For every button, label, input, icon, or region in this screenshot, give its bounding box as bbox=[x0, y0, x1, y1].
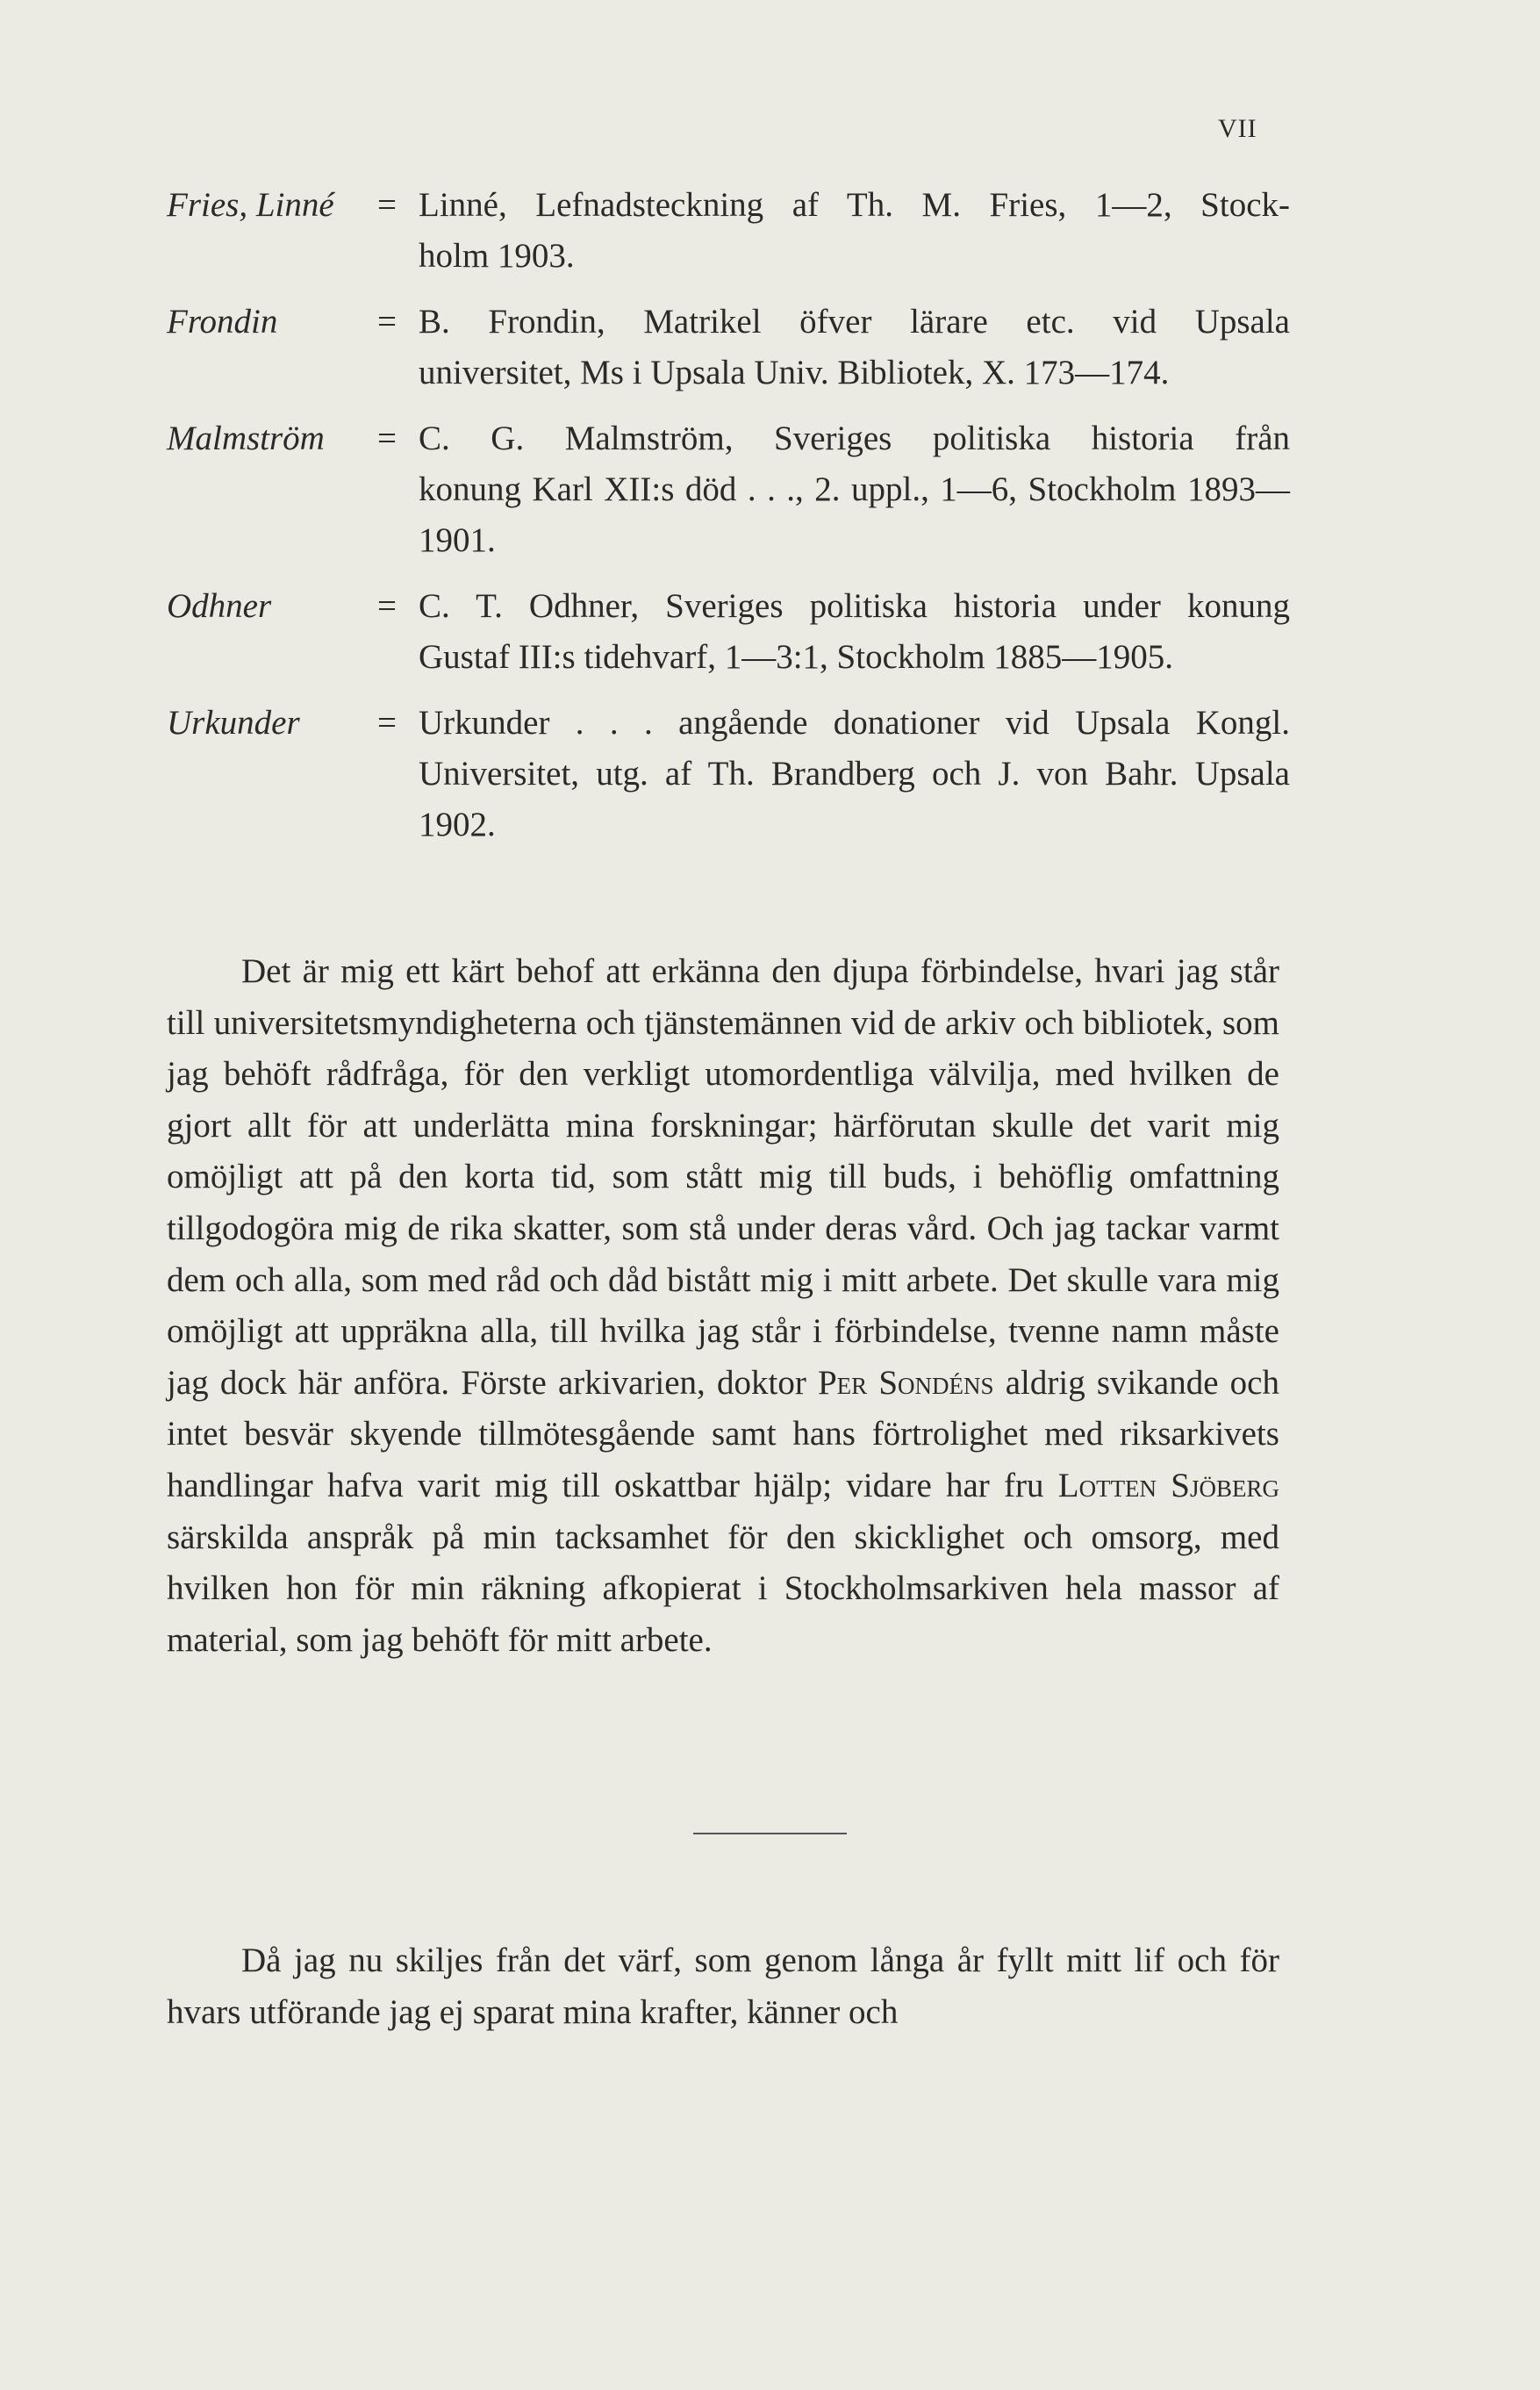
abbreviation-key: Odhner bbox=[167, 587, 272, 625]
abbreviation-value-first-line: C. T. Odhner, Sveriges politiska historia under konung bbox=[419, 587, 1290, 625]
abbreviation-value-continuation: Gustaf III:s tidehvarf, 1—3:1, Stockholm 1885—1905. bbox=[419, 638, 1174, 676]
abbreviation-entry bbox=[167, 581, 1290, 683]
abbreviation-value bbox=[417, 413, 1290, 566]
abbreviation-value-first-line: Linné, Lefnadsteckning af Th. M. Fries, 1—2, Stock- bbox=[419, 186, 1290, 224]
equals-sign: = bbox=[377, 704, 397, 742]
section-divider bbox=[693, 1833, 847, 1834]
abbreviation-entry bbox=[167, 180, 1290, 282]
paragraph-text: Det är mig ett kärt behof att erkänna den djupa förbindelse, hvari jag står till universitetsmyndigheterna och tjänstemännen vid de arkiv och bibliotek, som jag behöft rådfråga, för den verkligt utomordentliga välvilja, med hvilken de gjort allt för att underlätta mina forskningar; härförutan skulle det varit mig omöjligt att på den korta tid, som stått mig till buds, i behöflig omfattning tillgodogöra mig de rika skatter, som stå under deras vård. Och jag tackar varmt dem och alla, som med råd och dåd bistått mig i mitt arbete. Det skulle vara mig omöjligt att uppräkna alla, till hvilka jag står i förbindelse, tvenne namn måste jag dock här anföra. Förste arkivarien, doktor bbox=[167, 952, 1279, 1402]
abbreviation-entry bbox=[167, 297, 1290, 398]
abbreviation-entry bbox=[167, 698, 1290, 850]
abbreviation-key: Malmström bbox=[167, 420, 325, 457]
equals-sign: = bbox=[377, 303, 397, 341]
equals-sign: = bbox=[377, 587, 397, 625]
abbreviation-value bbox=[417, 698, 1290, 850]
abbreviation-list bbox=[167, 180, 1290, 865]
abbreviation-value-first-line: B. Frondin, Matrikel öfver lärare etc. vid Upsala bbox=[419, 303, 1290, 341]
equals-sign: = bbox=[377, 186, 397, 224]
abbreviation-value-continuation: universitet, Ms i Upsala Univ. Bibliotek, X. 173—174. bbox=[419, 354, 1170, 391]
closing-paragraph: Då jag nu skiljes från det värf, som genom långa år fyllt mitt lif och för hvars utförande jag ej sparat mina krafter, känner och bbox=[167, 1941, 1279, 2031]
abbreviation-value bbox=[417, 180, 1290, 282]
abbreviation-value-first-line: Urkunder . . . angående donationer vid Upsala Kongl. bbox=[419, 704, 1290, 742]
person-name: Per Sondéns bbox=[817, 1363, 994, 1402]
equals-sign: = bbox=[377, 420, 397, 457]
abbreviation-value-continuation: Universitet, utg. af Th. Brandberg och J. von Bahr. Upsala 1902. bbox=[419, 755, 1290, 843]
paragraph-text: särskilda anspråk på min tacksamhet för den skicklighet och omsorg, med hvilken hon för min räkning afkopierat i Stockholmsarkiven hela massor af material, som jag behöft för mitt arbete. bbox=[167, 1518, 1279, 1659]
page-number: VII bbox=[1218, 114, 1257, 143]
abbreviation-value-continuation: holm 1903. bbox=[419, 237, 575, 275]
abbreviation-value-continuation: konung Karl XII:s död . . ., 2. uppl., 1—6, Stockholm 1893—1901. bbox=[419, 470, 1290, 559]
person-name: Lotten Sjöberg bbox=[1057, 1466, 1279, 1504]
abbreviation-value bbox=[417, 297, 1290, 398]
abbreviation-key: Fries, Linné bbox=[167, 186, 334, 224]
abbreviation-key: Urkunder bbox=[167, 704, 300, 742]
acknowledgement-paragraph bbox=[167, 946, 1279, 1666]
paragraph-text: aldrig svikande och intet besvär skyende tillmötesgående samt hans förtrolighet med riksarkivets handlingar hafva varit mig till oskattbar hjälp; vidare har fru bbox=[167, 1363, 1279, 1504]
abbreviation-value bbox=[417, 581, 1290, 683]
abbreviation-key: Frondin bbox=[167, 303, 278, 341]
abbreviation-value-first-line: C. G. Malmström, Sveriges politiska historia från bbox=[419, 420, 1290, 457]
abbreviation-entry bbox=[167, 413, 1290, 566]
